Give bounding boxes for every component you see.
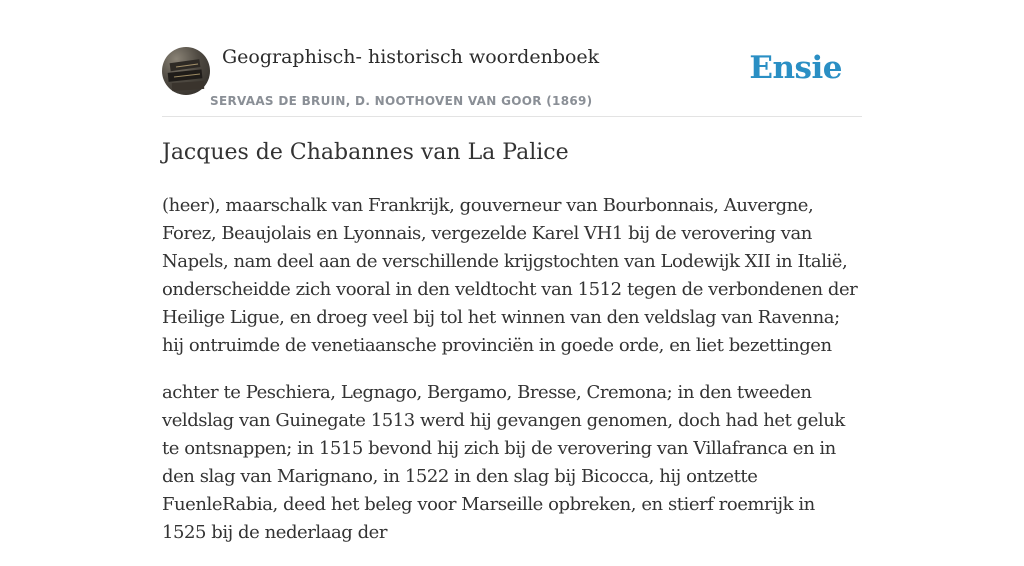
ensie-logo[interactable]: Ensie (749, 50, 842, 86)
entry-paragraph: (heer), maarschalk van Frankrijk, gouverneur van Bourbonnais, Auvergne, Forez, Beaujolais en Lyonnais, vergezelde Karel VH1 bij de verovering van Napels, nam deel aan de verschillende krijgstochten van Lodewijk XII in Italië, onderscheidde zich vooral in den veldtocht van 1512 tegen de verbondenen der Heilige Ligue, en droeg veel bij tol het winnen van den veldslag van Ravenna; hij ontruimde de venetiaansche provinciën in goede orde, en liet bezettingen (162, 195, 858, 356)
header (162, 40, 862, 117)
book-spines-image (162, 47, 210, 95)
source-attribution: SERVAAS DE BRUIN, D. NOOTHOVEN VAN GOOR (1869) (210, 94, 593, 108)
book-cover-avatar[interactable] (162, 47, 210, 95)
book-title[interactable]: Geographisch- historisch woordenboek (222, 46, 600, 68)
entry-title: Jacques de Chabannes van La Palice (162, 140, 569, 165)
entry-body (162, 192, 862, 566)
entry-paragraph: achter te Peschiera, Legnago, Bergamo, Bresse, Cremona; in den tweeden veldslag van Guinegate 1513 werd hij gevangen genomen, doch had het geluk te ontsnappen; in 1515 bevond hij zich bij de verovering van Villafranca en in den slag van Marignano, in 1522 in den slag bij Bicocca, hij ontzette FuenleRabia, deed het beleg voor Marseille opbreken, en stierf roemrijk in 1525 bij de nederlaag der (162, 382, 845, 543)
